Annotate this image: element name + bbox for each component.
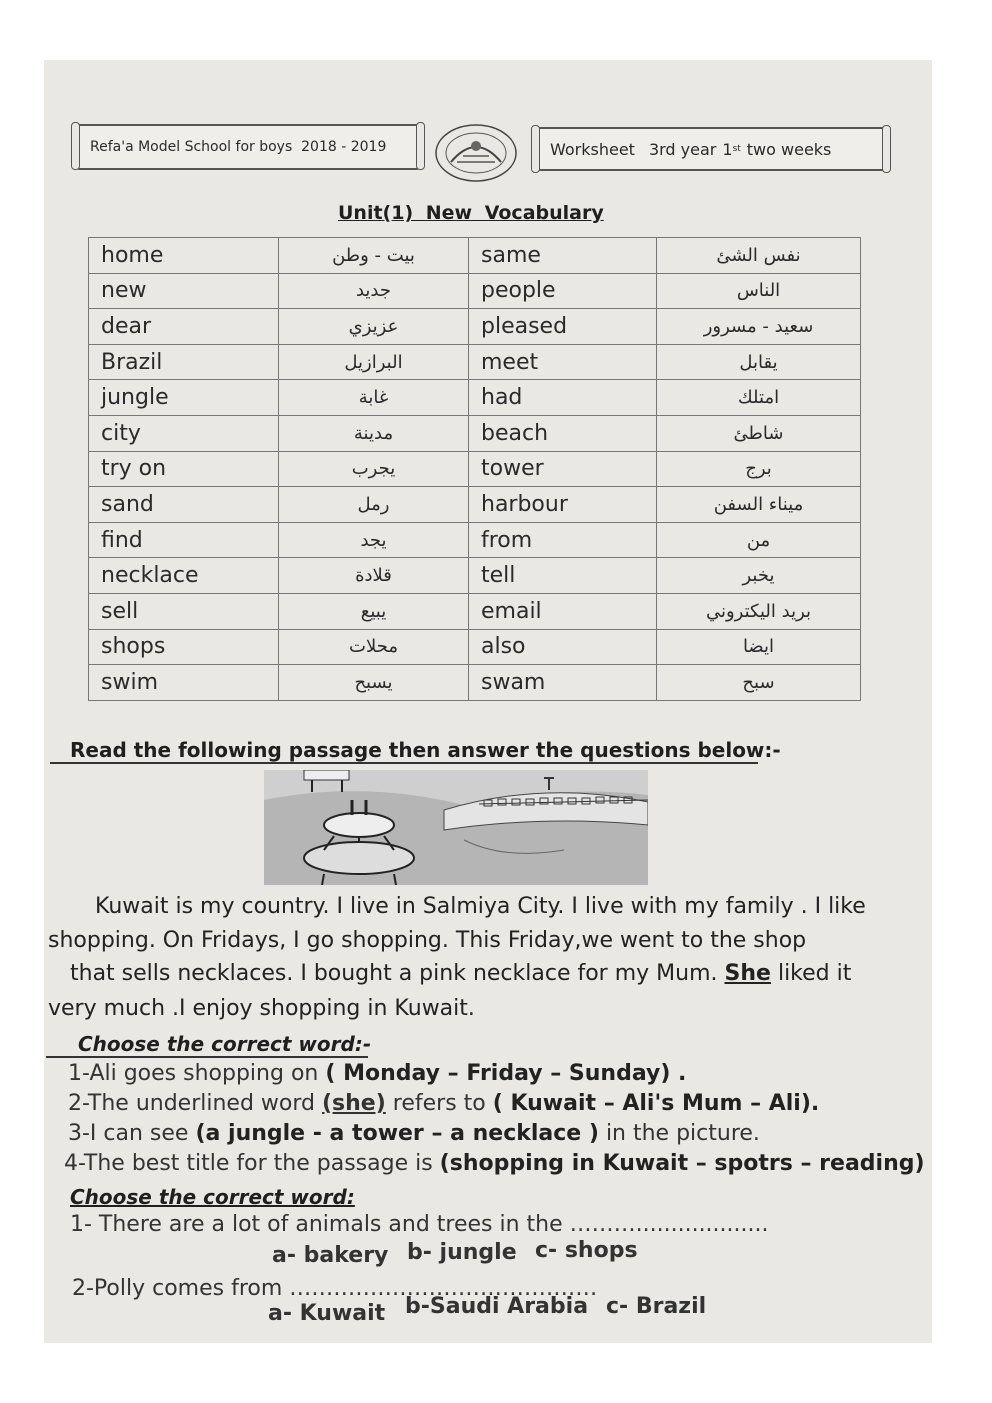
arabic-meaning: يقابل	[657, 344, 861, 380]
arabic-meaning: مدينة	[279, 415, 469, 451]
vocabulary-row	[89, 380, 861, 416]
english-word: pleased	[469, 309, 657, 345]
vocabulary-row	[89, 451, 861, 487]
arabic-meaning: عزيزي	[279, 309, 469, 345]
arabic-meaning: بيت - وطن	[279, 238, 469, 274]
question-6-option-c[interactable]: c- Brazil	[606, 1294, 707, 1319]
english-word: shops	[89, 629, 279, 665]
english-word: had	[469, 380, 657, 416]
heading-rule	[50, 762, 758, 764]
english-word: dear	[89, 309, 279, 345]
arabic-meaning: بريد اليكتروني	[657, 593, 861, 629]
choose-heading-2: Choose the correct word:	[70, 1185, 355, 1209]
english-word: meet	[469, 344, 657, 380]
arabic-meaning: سعيد - مسرور	[657, 309, 861, 345]
question-5-option-b[interactable]: b- jungle	[407, 1240, 517, 1265]
arabic-meaning: يبيع	[279, 593, 469, 629]
vocabulary-row	[89, 558, 861, 594]
passage-line-1: Kuwait is my country. I live in Salmiya City. I live with my family . I like	[95, 894, 866, 919]
arabic-meaning: برج	[657, 451, 861, 487]
arabic-meaning: ميناء السفن	[657, 487, 861, 523]
weeks-label: two weeks	[746, 139, 832, 159]
arabic-meaning: سبح	[657, 665, 861, 701]
arabic-meaning: شاطئ	[657, 415, 861, 451]
school-name: Refa'a Model School for boys 2018 - 2019	[90, 139, 387, 155]
english-word: harbour	[469, 487, 657, 523]
question-4: 4-The best title for the passage is (shopping in Kuwait – spotrs – reading)	[64, 1151, 925, 1176]
vocabulary-row	[89, 309, 861, 345]
question-6-option-a[interactable]: a- Kuwait	[268, 1301, 386, 1326]
english-word: Brazil	[89, 344, 279, 380]
vocabulary-row	[89, 415, 861, 451]
vocabulary-row	[89, 273, 861, 309]
vocabulary-row	[89, 522, 861, 558]
passage-illustration	[264, 770, 648, 885]
vocabulary-row	[89, 593, 861, 629]
arabic-meaning: يخبر	[657, 558, 861, 594]
passage-line-2: shopping. On Fridays, I go shopping. This Friday,we went to the shop	[48, 928, 807, 953]
underlined-she: She	[724, 961, 771, 986]
question-1: 1-Ali goes shopping on ( Monday – Friday – Sunday) .	[68, 1061, 687, 1086]
english-word: sand	[89, 487, 279, 523]
worksheet-banner	[534, 127, 888, 171]
english-word: beach	[469, 415, 657, 451]
question-5-option-c[interactable]: c- shops	[535, 1238, 638, 1263]
arabic-meaning: محلات	[279, 629, 469, 665]
question-5-option-a[interactable]: a- bakery	[272, 1243, 389, 1268]
english-word: try on	[89, 451, 279, 487]
english-word: find	[89, 522, 279, 558]
arabic-meaning: يجرب	[279, 451, 469, 487]
arabic-meaning: قلادة	[279, 558, 469, 594]
vocabulary-row	[89, 344, 861, 380]
arabic-meaning: غابة	[279, 380, 469, 416]
reading-heading: Read the following passage then answer the questions below:-	[70, 738, 781, 762]
vocabulary-table	[88, 237, 861, 701]
english-word: new	[89, 273, 279, 309]
unit-title: Unit(1) New Vocabulary	[338, 202, 604, 224]
week-number-suffix: st	[732, 144, 741, 154]
school-banner	[74, 124, 422, 170]
english-word: swam	[469, 665, 657, 701]
question-3: 3-I can see (a jungle - a tower – a necklace ) in the picture.	[68, 1121, 760, 1146]
vocabulary-row	[89, 487, 861, 523]
choose-heading-1: Choose the correct word:-	[78, 1032, 372, 1056]
school-logo	[433, 122, 519, 184]
english-word: city	[89, 415, 279, 451]
english-word: tell	[469, 558, 657, 594]
english-word: swim	[89, 665, 279, 701]
english-word: people	[469, 273, 657, 309]
choose-rule-1	[46, 1056, 368, 1058]
passage-line-3: that sells necklaces. I bought a pink necklace for my Mum. She liked it	[70, 961, 852, 986]
arabic-meaning: الناس	[657, 273, 861, 309]
passage-line-4: very much .I enjoy shopping in Kuwait.	[48, 996, 475, 1021]
arabic-meaning: رمل	[279, 487, 469, 523]
question-2: 2-The underlined word (she) refers to ( Kuwait – Ali's Mum – Ali).	[68, 1091, 820, 1116]
year-label: 3rd year	[648, 139, 717, 159]
question-6-option-b[interactable]: b-Saudi Arabia	[405, 1294, 589, 1319]
week-number: 1	[722, 139, 733, 159]
english-word: sell	[89, 593, 279, 629]
arabic-meaning: امتلك	[657, 380, 861, 416]
english-word: necklace	[89, 558, 279, 594]
arabic-meaning: يسبح	[279, 665, 469, 701]
arabic-meaning: يجد	[279, 522, 469, 558]
arabic-meaning: من	[657, 522, 861, 558]
english-word: same	[469, 238, 657, 274]
arabic-meaning: البرازيل	[279, 344, 469, 380]
vocabulary-row	[89, 665, 861, 701]
english-word: jungle	[89, 380, 279, 416]
english-word: email	[469, 593, 657, 629]
arabic-meaning: نفس الشئ	[657, 238, 861, 274]
vocabulary-row	[89, 238, 861, 274]
english-word: tower	[469, 451, 657, 487]
question-5: 1- There are a lot of animals and trees in the ………...................	[70, 1212, 769, 1237]
question-6: 2-Polly comes from ……………………………………	[72, 1276, 598, 1301]
arabic-meaning: جديد	[279, 273, 469, 309]
worksheet-label: Worksheet	[550, 139, 635, 159]
english-word: also	[469, 629, 657, 665]
english-word: from	[469, 522, 657, 558]
vocabulary-row	[89, 629, 861, 665]
english-word: home	[89, 238, 279, 274]
arabic-meaning: ايضا	[657, 629, 861, 665]
